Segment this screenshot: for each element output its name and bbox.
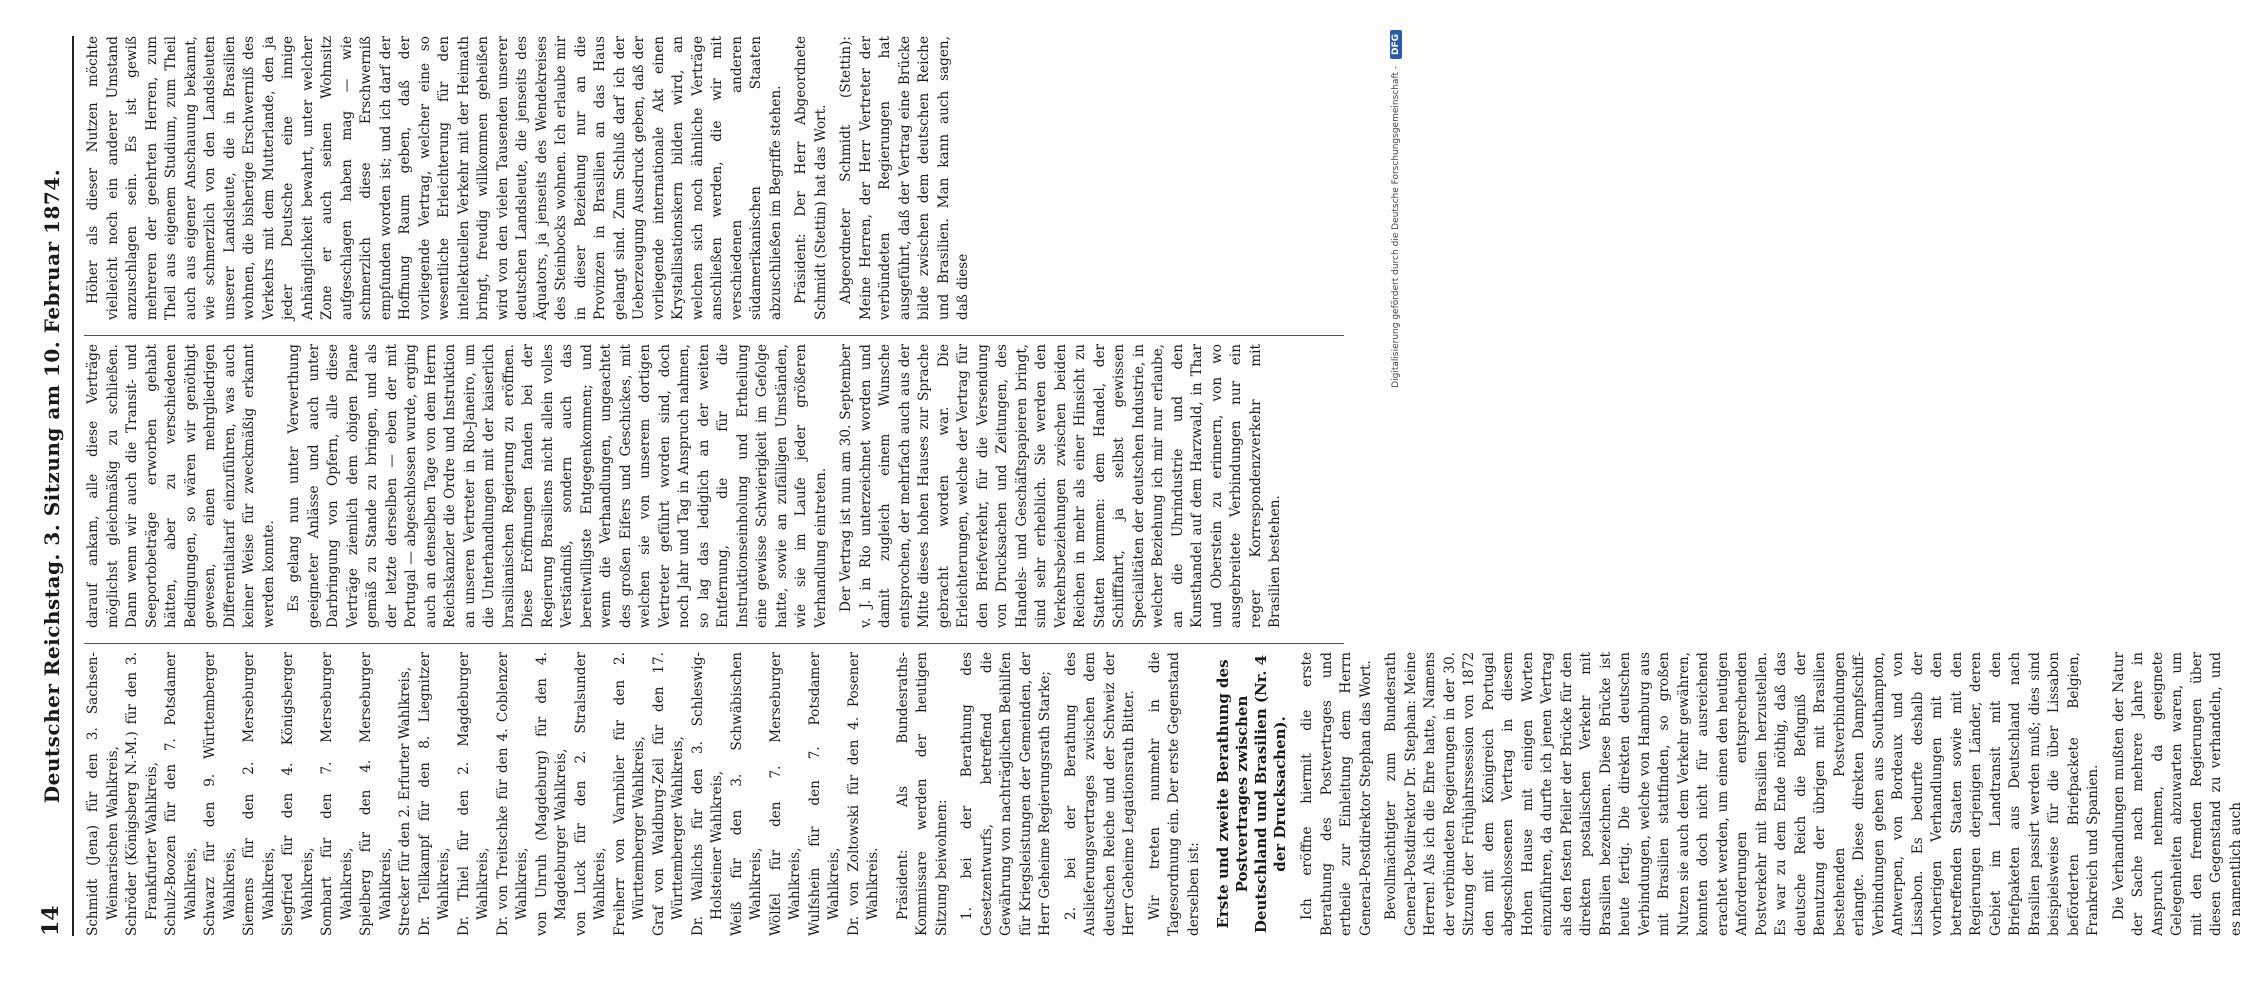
page-header (36, 36, 74, 936)
member-list (84, 652, 884, 936)
paragraph: Ich eröffne hiermit die erste Berathung des Postvertrages und ertheile zur Einleitung dem Herrn General-Postdirektor Stephan das Wort. (1299, 652, 1374, 936)
paragraph: 1. bei der Berathung des Gesetzentwurfs, betreffend die Gewährung von nachträglichen Beihilfen für Kriegsleistungen der Gemeinden, der Herr Geheime Regierungsrath Starke; (959, 652, 1053, 936)
list-item: Freiherr von Varnbüler für den 2. Württemberger Wahlkreis, (611, 652, 647, 936)
paragraph: Präsident: Als Bundesraths-Kommissare werden der heutigen Sitzung beiwohnen: (894, 652, 950, 936)
paragraph: Präsident: Der Herr Abgeordnete Schmidt (Stettin) hat das Wort. (793, 36, 829, 320)
paragraph: Abgeordneter Schmidt (Stettin): Meine Herren, der Herr Vertreter der verbündeten Regierungen hat ausgeführt, daß der Vertrag eine Brücke bilde zwischen dem deutschen Reiche und Brasilien. Man kann auch sagen, daß diese (838, 36, 971, 320)
list-item: von Unruh (Magdeburg) für den 4. Magdeburger Wahlkreis, (533, 652, 569, 936)
paragraph: 2. bei der Berathung des Auslieferungsvertrages zwischen dem deutschen Reiche und der Schweiz der Herr Geheime Legationsrath Bitter. (1062, 652, 1137, 936)
paragraph: Wir treten nunmehr in die Tagesordnung ein. Der erste Gegenstand derselben ist: (1146, 652, 1202, 936)
list-item: Siemens für den 2. Merseburger Wahlkreis, (241, 652, 277, 936)
paragraph: Der Vertrag ist nun am 30. September v. J. in Rio unterzeichnet worden und damit zugleich einem Wunsche entsprochen, der mehrfach auch aus der Mitte dieses hohen Hauses zur Sprache gebracht worden war. Die Erleichterungen, welche der Vertrag für den Briefverkehr, für die Versendung von Drucksachen und Zeitungen, des Handels- und Geschäftspapieren bringt, sind sehr erheblich. Sie werden den Verkehrsbeziehungen zwischen beiden Reichen in mehr als einer Hinsicht zu Statten kommen: dem Handel, der Schifffahrt, ja selbst gewissen Specialitäten der deutschen Industrie, in welcher Beziehung ich mir nur erlaube, an die Uhrindustrie und den Kunsthandel auf dem Harzwald, in Thar und Oberstein zu erinnern, von wo ausgebreitete Verbindungen nur ein reger Korrespondenzverkehr mit Brasilien bestehen. (838, 344, 1283, 628)
list-item: Schröder (Königsberg N.-M.) für den 3. Frankfurter Wahlkreis, (124, 652, 160, 936)
list-item: Dr. von Treitschke für den 4. Coblenzer Wahlkreis, (494, 652, 530, 936)
column-divider (84, 643, 1344, 644)
list-item: Wulfshein für den 7. Potsdamer Wahlkreis, (806, 652, 842, 936)
text-column-3 (84, 36, 1344, 320)
paragraph: Die Verhandlungen mußten der Natur der Sache nach mehrere Jahre in Anspruch nehmen, da geeignete Gelegenheiten abzuwarten waren, um mit den fremden Regierungen über diesen Gegenstand zu verhandeln, und es namentlich auch (2110, 652, 2244, 936)
text-column-1 (84, 652, 2244, 936)
list-item: Weiß für den 3. Schwäbischen Wahlkreis, (728, 652, 764, 936)
paragraph: darauf ankam, alle diese Verträge möglichst gleichmäßig zu schließen. Dann wenn wir auch die Transit- und Seeportobeträge erworben gehabt hätten, aber zu verschiedenen Bedingungen, so wären wir genöthigt gewesen, einen mehrgliedrigen Differentialtarif einzuführen, was auch keiner Weise für zweckmäßig erkannt werden konnte. (85, 344, 277, 628)
list-item: Sombart für den 7. Merseburger Wahlkreis, (319, 652, 355, 936)
dfg-logo: DFG (1390, 30, 1402, 59)
text-column-2 (84, 344, 1344, 628)
list-item: Wölfel für den 7. Merseburger Wahlkreis, (767, 652, 803, 936)
list-item: Dr. Thiel für den 2. Magdeburger Wahlkreis, (455, 652, 491, 936)
digitization-credit (1390, 30, 1402, 970)
list-item: Siegfried für den 4. Königsberger Wahlkreis, (280, 652, 316, 936)
paragraph: Höher als dieser Nutzen möchte vielleicht noch ein anderer Umstand anzuschlagen sein. Es ist gewiß mehreren der geehrten Herren, zum Theil aus eigenem Studium, zum Theil auch aus eigener Anschauung bekannt, wie schmerzlich von den Landsleuten unserer Landsleute, die in Brasilien wohnen, die bisherige Erschwerniß des Verkehrs mit dem Mutterlande, den ja jeder Deutsche eine innige Anhänglichkeit bewahrt, unter welcher Zone er auch seinen Wohnsitz aufgeschlagen haben mag — wie schmerzlich diese Erschwerniß empfunden worden ist; und ich darf der Hoffnung Raum geben, daß der vorliegende Vertrag, welcher eine so wesentliche Erleichterung für den intellektuellen Verkehr mit der Heimath bringt, freudig willkommen geheißen wird von den vielen Tausenden unserer deutschen Landsleute, die jenseits des Äquators, ja jenseits des Wendekreises des Steinbocks wohnen. Ich erlaube mir in dieser Beziehung nur an die Provinzen in Brasilien an das Haus gelangt sind. Zum Schluß darf ich der Ueberzeugung Ausdruck geben, daß der vorliegende internationale Akt einen Krystallisationskern bilden wird, an welchen sich noch ähnliche Verträge anschließen werden, die wir mit verschiedenen anderen südamerikanischen Staaten abzuschließen im Begriffe stehen. (85, 36, 784, 320)
list-item: Graf von Waldburg-Zeil für den 17. Württemberger Wahlkreis, (650, 652, 686, 936)
list-item: Schmidt (Jena) für den 3. Sachsen-Weimarischen Wahlkreis, (85, 652, 121, 936)
paragraph: Es gelang nun unter Verwerthung geeigneter Anlässe und auch unter Darbringung von Opfern, alle diese Verträge ziemlich dem obigen Plane gemäß zu Stande zu bringen, und als der letzte derselben — eben der mit Portugal — abgeschlossen wurde, erging auch an denselben Tage von dem Herrn Reichskanzler die Ordre und Instruktion an unseren Vertreter in Rio-Janeiro, um die Unterhandlungen mit der kaiserlich brasilianischen Regierung zu eröffnen. Diese Eröffnungen fanden bei der Regierung Brasiliens nicht allein volles Verständniß, sondern auch das bereitwilligste Entgegenkommen; und wenn die Verhandlungen, ungeachtet des großen Eifers und Geschickes, mit welchen sie von unserem dortigen Vertreter geführt worden sind, doch noch Jahr und Tag in Anspruch nahmen, so lag das lediglich an der weiten Entfernung, die für die Instruktionseinholung und Ertheilung eine gewisse Schwierigkeit im Gefolge hatte, sowie an zufälligen Umständen, wie sie im Laufe jeder größeren Verhandlung eintreten. (286, 344, 829, 628)
list-item: Dr. Tellkampf für den 8. Liegnitzer Wahlkreis, (416, 652, 452, 936)
list-item: Spielberg für den 4. Merseburger Wahlkreis, (358, 652, 394, 936)
paragraph: Bevollmächtigter zum Bundesrath General-Postdirektor Dr. Stephan: Meine Herren! Als ich die Ehre hatte, Namens der verbündeten Regierungen in der 30. Sitzung der Frühjahrssession von 1872 den mit dem Königreich Portugal abgeschlossenen Vertrag in diesem Hohen Hause mit einigen Worten einzuführen, da durfte ich jenen Vertrag als den festen Pfeiler der Brücke für den direkten postalischen Verkehr mit Brasilien bezeichnen. Diese Brücke ist heute fertig. Die direkten deutschen Verbindungen, welche von Hamburg aus mit Brasilien stattfinden, so großen Nutzen sie auch dem Verkehr gewähren, konnten doch nicht für ausreichend erachtet werden, um einen den heutigen Anforderungen entsprechenden Postverkehr mit Brasilien herzustellen. Es war zu dem Ende nöthig, daß das deutsche Reich die Befugniß der Benutzung der übrigen mit Brasilien bestehenden Postverbindungen erlangte. Diese direkten Dampfschiff-Verbindungen gehen aus Southampton, Antwerpen, von Bordeaux und von Lissabon. Es bedurfte deshalb der vorherigen Verhandlungen mit den betreffenden Staaten sowie mit den Regierungen derjenigen Länder, deren Gebiet im Landtransit mit den Briefpaketen aus Deutschland nach Brasilien passirt werden muß; dies sind beispielsweise für die über Lissabon beförderten Briefpackete Belgien, Frankreich und Spanien. (1383, 652, 2101, 936)
list-item: von Luck für den 2. Stralsunder Wahlkreis, (572, 652, 608, 936)
page-number: 14 (38, 905, 64, 936)
list-item: Dr. Wallichs für den 3. Schleswig-Holsteiner Wahlkreis, (689, 652, 725, 936)
list-item: Schwarz für den 9. Württemberger Wahlkreis, (202, 652, 238, 936)
column-divider (84, 335, 1344, 336)
credit-text: Digitalisierung gefördert durch die Deutsche Forschungsgemeinschaft - (1391, 65, 1401, 388)
section-heading: Erste und zweite Berathung des Postvertrages zwischen Deutschland und Brasilien (Nr. 4 der Drucksachen). (1214, 654, 1289, 934)
running-title: Deutscher Reichstag. 3. Sitzung am 10. Februar 1874. (40, 168, 64, 804)
list-item: Schulz-Boozen für den 7. Potsdamer Wahlkreis, (163, 652, 199, 936)
list-item: Strecker für den 2. Erfurter Wahlkreis, (397, 666, 413, 936)
list-item: Dr. von Zoltowski für den 4. Posener Wahlkreis. (845, 652, 881, 936)
